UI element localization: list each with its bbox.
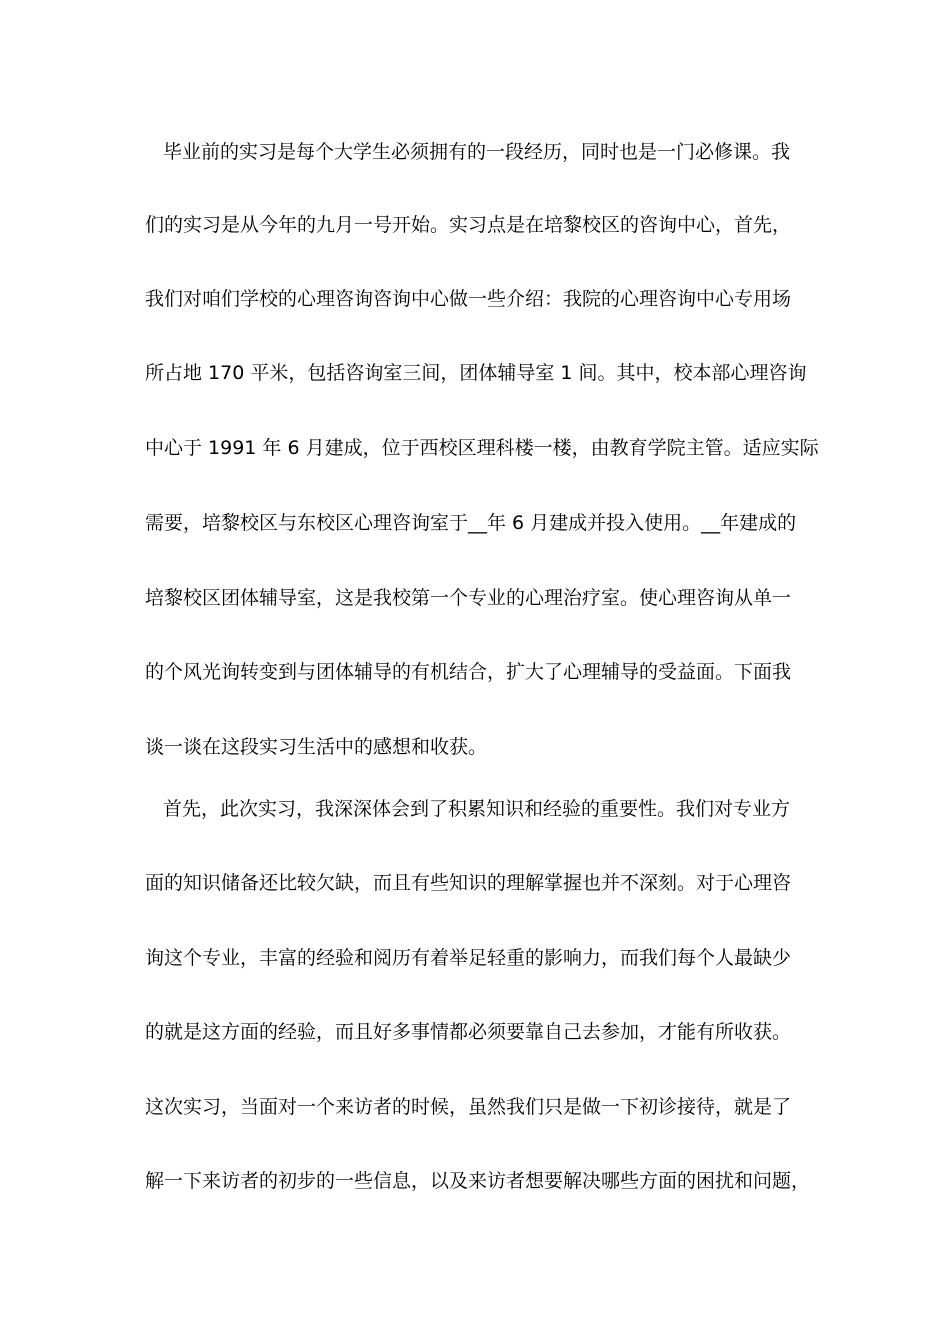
paragraph-1-line-3: 我们对咱们学校的心理咨询咨询中心做一些介绍：我院的心理咨询中心专用场 (145, 288, 792, 310)
paragraph-2-line-5: 这次实习，当面对一个来访者的时候，虽然我们只是做一下初诊接待，就是了 (145, 1096, 792, 1118)
paragraph-1-line-5: 中心于 1991 年 6 月建成，位于西校区理科楼一楼，由教育学院主管。适应实际 (145, 437, 819, 459)
paragraph-2-line-6: 解一下来访者的初步的一些信息，以及来访者想要解决哪些方面的困扰和问题， (145, 1170, 811, 1192)
paragraph-1-line-4: 所占地 170 平米，包括咨询室三间，团体辅导室 1 间。其中，校本部心理咨询 (145, 362, 807, 384)
paragraph-2-line-1: 首先，此次实习，我深深体会到了积累知识和经验的重要性。我们对专业方 (163, 798, 791, 820)
paragraph-2-line-4: 的就是这方面的经验，而且好多事情都必须要靠自己去参加，才能有所收获。 (145, 1021, 792, 1043)
paragraph-2-line-3: 询这个专业，丰富的经验和阅历有着举足轻重的影响力，而我们每个人最缺少 (145, 947, 792, 969)
paragraph-1-line-6: 需要，培黎校区与东校区心理咨询室于__年 6 月建成并投入使用。__年建成的 (145, 512, 797, 534)
paragraph-1-line-8: 的个风光询转变到与团体辅导的有机结合，扩大了心理辅导的受益面。下面我 (145, 661, 792, 683)
paragraph-1-line-1: 毕业前的实习是每个大学生必须拥有的一段经历，同时也是一门必修课。我 (163, 141, 791, 163)
paragraph-1-line-9: 谈一谈在这段实习生活中的感想和收获。 (145, 736, 488, 758)
paragraph-2-line-2: 面的知识储备还比较欠缺，而且有些知识的理解掌握也并不深刻。对于心理咨 (145, 872, 792, 894)
paragraph-1-line-2: 们的实习是从今年的九月一号开始。实习点是在培黎校区的咨询中心，首先， (145, 214, 792, 236)
paragraph-1-line-7: 培黎校区团体辅导室，这是我校第一个专业的心理治疗室。使心理咨询从单一 (145, 587, 792, 609)
